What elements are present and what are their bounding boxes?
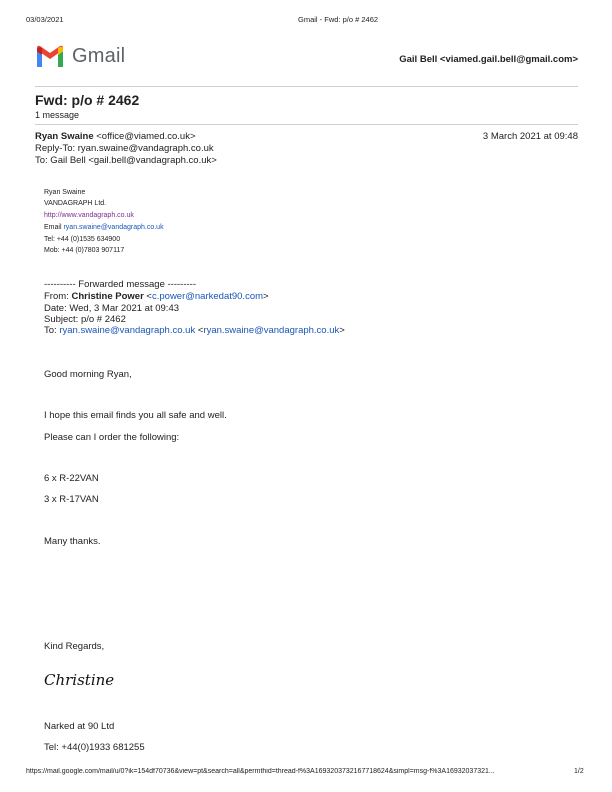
forward-date: Date: Wed, 3 Mar 2021 at 09:43 (44, 303, 180, 314)
forward-to-close: > (339, 325, 345, 336)
signature-website-link[interactable]: http://www.vandagraph.co.uk (44, 212, 134, 219)
brand-name: Gmail (72, 45, 126, 67)
body-thanks: Many thanks. (44, 536, 101, 547)
thread-subject: Fwd: p/o # 2462 (35, 92, 140, 108)
forward-from-label: From: (44, 291, 69, 302)
signature-email-line (44, 224, 164, 231)
body-tel: Tel: +44(0)1933 681255 (44, 742, 145, 753)
forward-from-close: > (263, 291, 269, 302)
forward-from-email-link[interactable]: c.power@narkedat90.com (151, 291, 264, 302)
signature-tel: Tel: +44 (0)1535 634900 (44, 236, 121, 243)
sender-name: Ryan Swaine (35, 131, 94, 142)
print-title: Gmail - Fwd: p/o # 2462 (298, 15, 379, 24)
forward-from (44, 291, 269, 302)
forward-to-email-link-2[interactable]: ryan.swaine@vandagraph.co.uk (203, 325, 340, 336)
header-divider (35, 86, 578, 87)
forward-to-email-link[interactable]: ryan.swaine@vandagraph.co.uk (59, 325, 196, 336)
body-line-1: I hope this email finds you all safe and well. (44, 410, 227, 421)
handwritten-signature: Christine (44, 671, 115, 689)
gmail-logo-icon (35, 45, 65, 69)
body-greeting: Good morning Ryan, (44, 369, 132, 380)
subject-divider (35, 124, 578, 125)
order-item-2: 3 x R-17VAN (44, 494, 99, 505)
signature-name: Ryan Swaine (44, 189, 86, 196)
signature-mob: Mob: +44 (0)7803 907117 (44, 247, 125, 254)
forward-to (44, 325, 345, 336)
forward-divider: ---------- Forwarded message --------- (44, 279, 196, 290)
reply-to: Reply-To: ryan.swaine@vandagraph.co.uk (35, 143, 214, 154)
signature-company: VANDAGRAPH Ltd. (44, 200, 107, 207)
body-company: Narked at 90 Ltd (44, 721, 115, 732)
forward-subject: Subject: p/o # 2462 (44, 314, 126, 325)
print-date: 03/03/2021 (26, 15, 64, 24)
forward-to-open: < (197, 325, 204, 336)
sender-line (35, 131, 196, 142)
order-item-1: 6 x R-22VAN (44, 473, 99, 484)
message-date: 3 March 2021 at 09:48 (482, 131, 578, 142)
message-count: 1 message (35, 110, 80, 120)
gmail-logo[interactable] (35, 44, 130, 72)
account-label: Gail Bell <viamed.gail.bell@gmail.com> (399, 54, 578, 65)
print-page-number: 1/2 (574, 768, 584, 775)
forward-from-name: Christine Power (71, 291, 144, 302)
sender-email: <office@viamed.co.uk> (96, 131, 196, 142)
to-line: To: Gail Bell <gail.bell@vandagraph.co.uk> (35, 155, 217, 166)
forward-to-label: To: (44, 325, 57, 336)
signature-email-label: Email (44, 224, 62, 231)
forward-from-open: < (146, 291, 152, 302)
body-line-2: Please can I order the following: (44, 432, 180, 443)
body-regards: Kind Regards, (44, 641, 105, 652)
print-footer-url: https://mail.google.com/mail/u/0?ik=154df70736&view=pt&search=all&permthid=thread-f%3A1693203732167718624&simpl=msg-f%3A16932037321... (26, 768, 495, 775)
signature-email-link[interactable]: ryan.swaine@vandagraph.co.uk (63, 224, 164, 231)
